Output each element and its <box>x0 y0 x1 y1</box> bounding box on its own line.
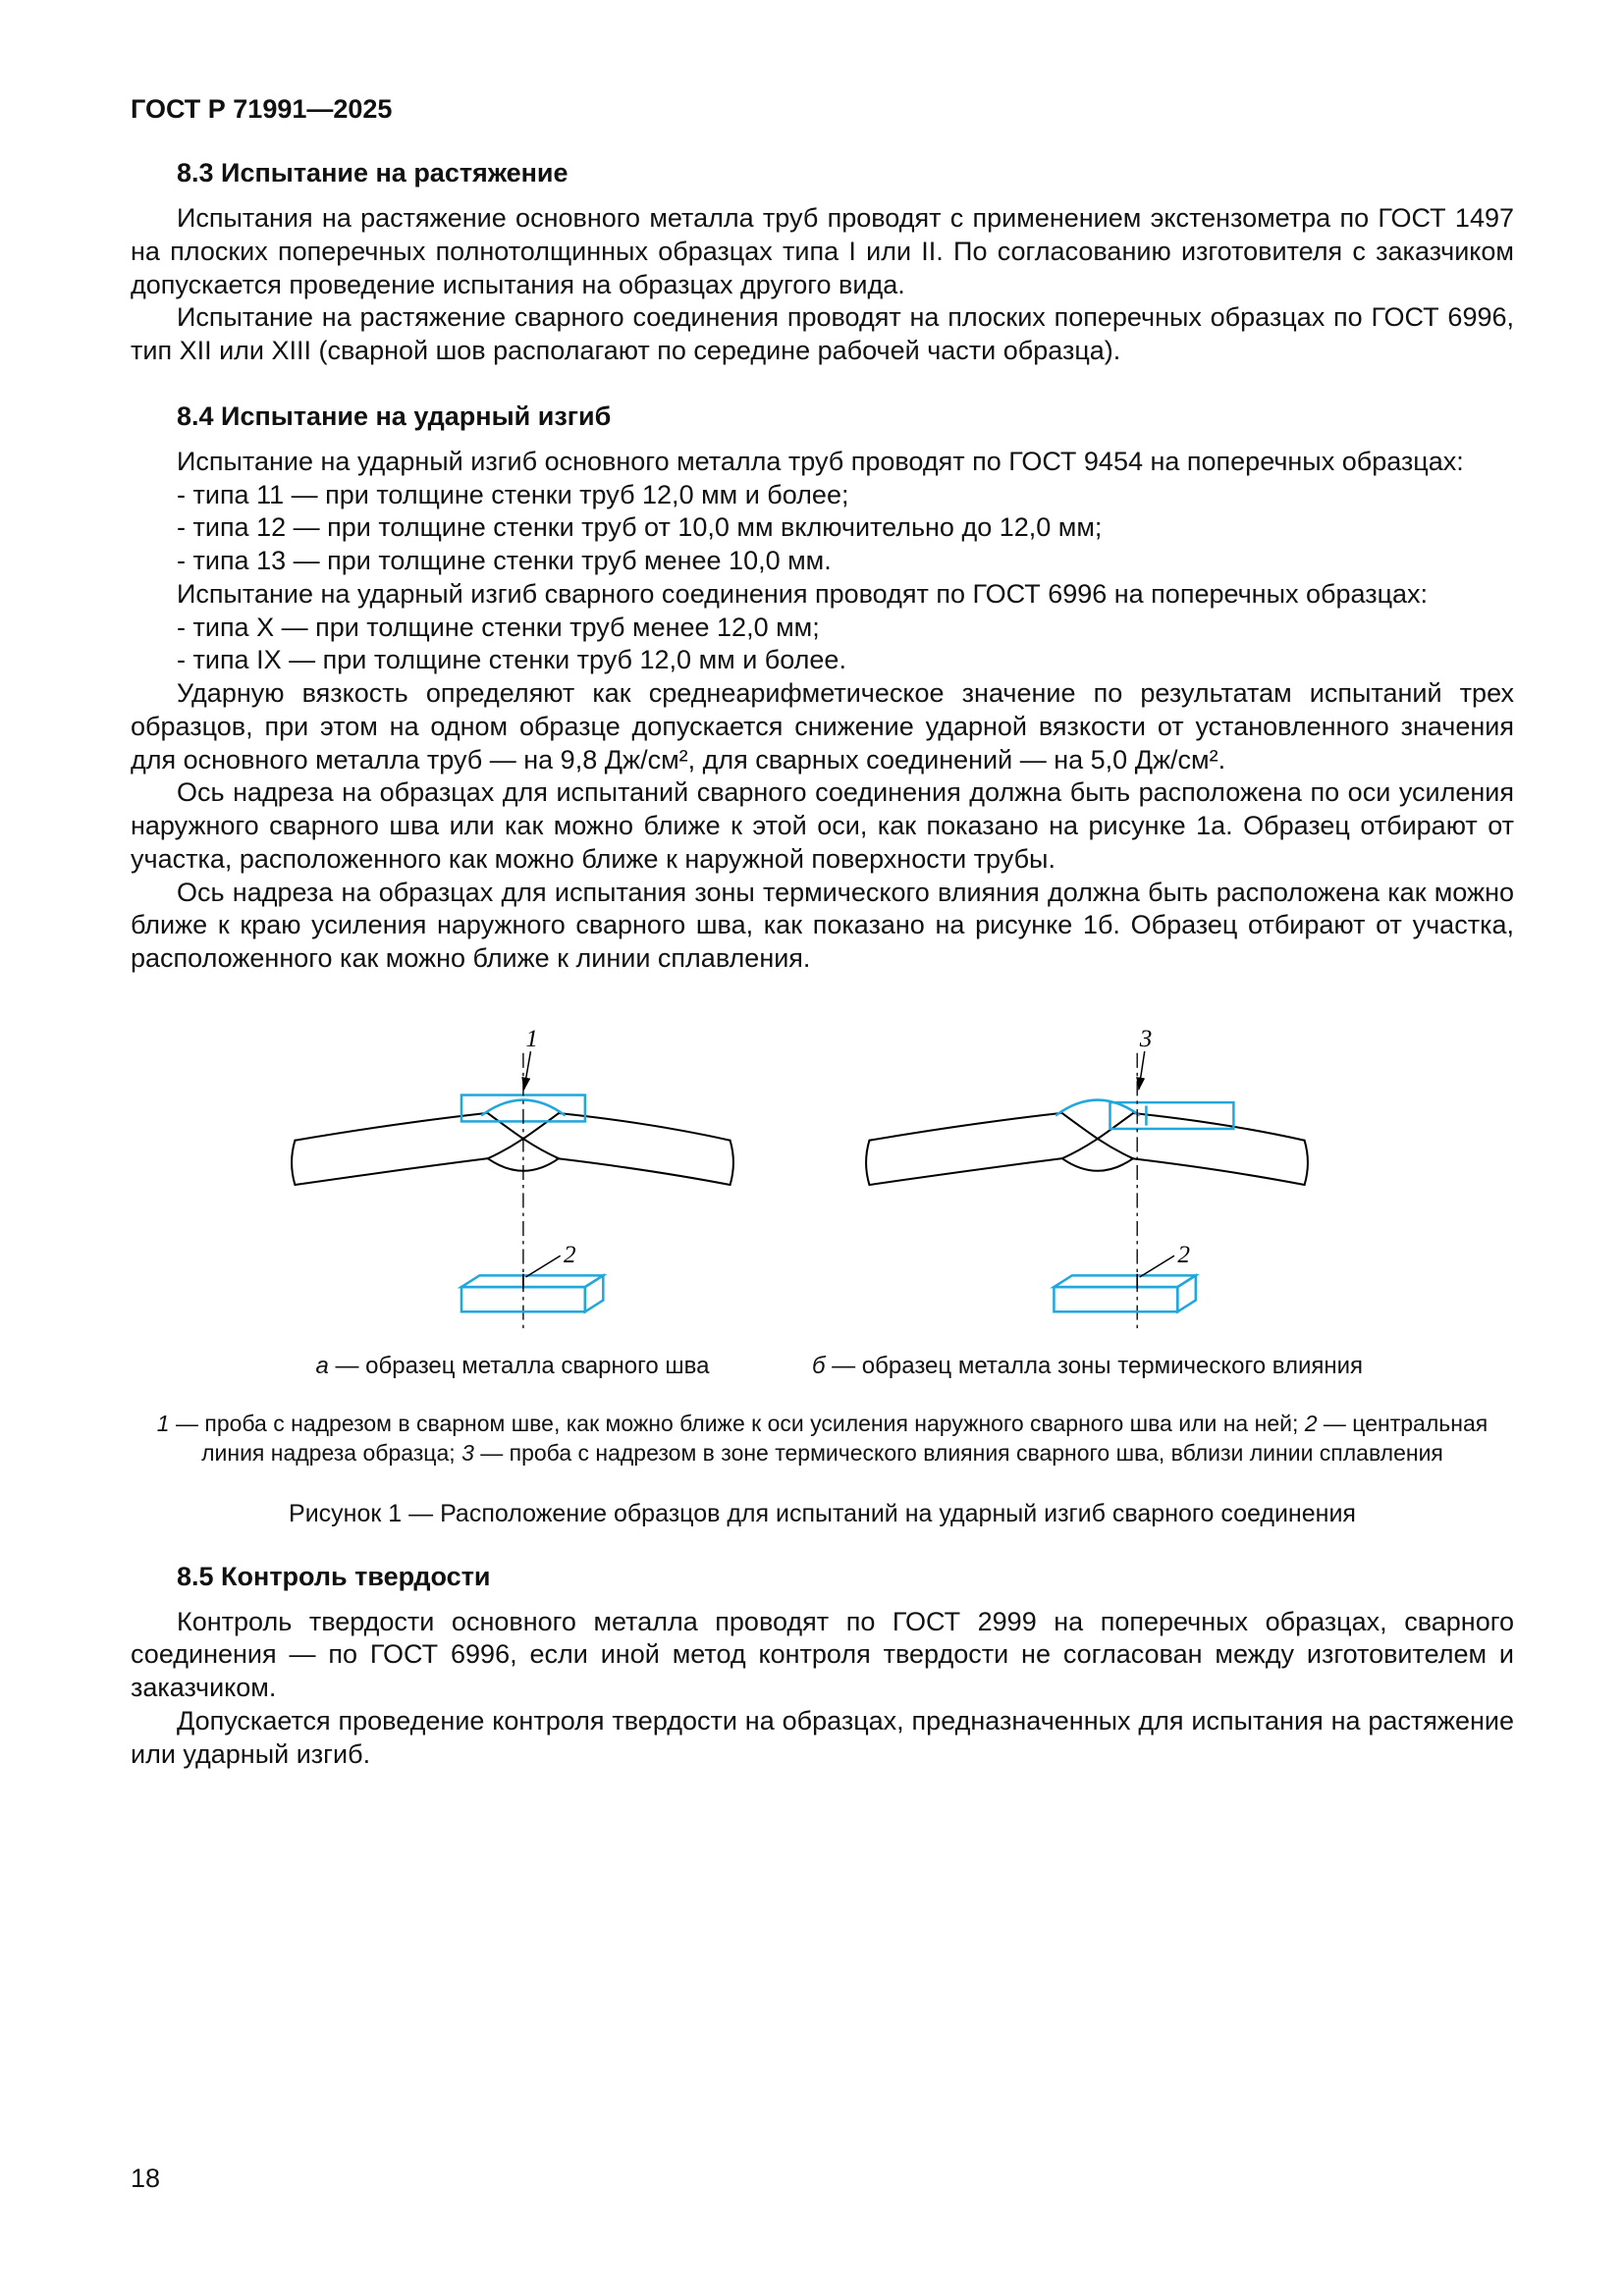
paragraph: Допускается проведение контроля твердости на образцах, предназначенных для испытания на растяжение или ударный изгиб. <box>131 1705 1514 1769</box>
callout-label-2: 2 <box>564 1241 576 1268</box>
figure-caption-b <box>812 1353 1363 1380</box>
caption-b-text: — образец металла зоны термического влияния <box>825 1352 1364 1379</box>
leader-line-2 <box>1140 1255 1174 1277</box>
caption-a-text: — образец металла сварного шва <box>328 1352 710 1379</box>
list-item: - типа 11 — при толщине стенки труб 12,0 мм и более; <box>177 479 849 509</box>
document-code: ГОСТ Р 71991—2025 <box>131 94 393 124</box>
figure-caption-a <box>315 1353 709 1380</box>
figure-drawing-b-block <box>812 1015 1363 1380</box>
paragraph: Испытание на ударный изгиб основного металла труб проводят по ГОСТ 9454 на поперечных образцах: <box>177 446 1464 476</box>
haz-specimen-drawing <box>856 1015 1318 1345</box>
paragraph: Испытание на ударный изгиб сварного соединения проводят по ГОСТ 6996 на поперечных образцах: <box>177 578 1429 609</box>
section-heading-8-5: 8.5 Контроль твердости <box>177 1561 491 1591</box>
figure-legend <box>131 1410 1514 1468</box>
section-heading-8-4: 8.4 Испытание на ударный изгиб <box>177 400 612 431</box>
paragraph: Ось надреза на образцах для испытания зоны термического влияния должна быть расположена как можно ближе к краю усиления наружного сварного шва, как показано на рисунке 1б. Образец отбирают от участка, расположенного как можно ближе к линии сплавления. <box>131 877 1514 973</box>
list-item: - типа 12 — при толщине стенки труб от 10,0 мм включительно до 12,0 мм; <box>177 512 1103 543</box>
weld-specimen-drawing <box>282 1015 743 1345</box>
figure-drawings-row <box>131 1015 1514 1380</box>
legend-num-2: 2 <box>1304 1410 1318 1436</box>
caption-a-letter: а <box>315 1352 329 1379</box>
paragraph: Контроль твердости основного металла проводят по ГОСТ 2999 на поперечных образцах, сварного соединения — по ГОСТ 6996, если иной метод контроля твердости не согласован между изготовителем и заказчиком. <box>131 1606 1514 1703</box>
leader-line-3 <box>1139 1051 1145 1090</box>
legend-num-1: 1 <box>156 1410 170 1436</box>
section-heading-8-3: 8.3 Испытание на растяжение <box>177 158 568 187</box>
legend-text-1: — проба с надрезом в сварном шве, как можно ближе к оси усиления наружного сварного шва или на ней; <box>169 1410 1305 1436</box>
pipe-outline <box>867 1113 1309 1185</box>
paragraph: Испытания на растяжение основного металла труб проводят с применением экстензометра по ГОСТ 1497 на плоских поперечных полнотолщинных образцах типа I или II. По согласованию изготовителя с заказчиком допускается проведение испытания на образцах другого вида. <box>131 203 1514 299</box>
callout-label-3: 3 <box>1140 1025 1153 1052</box>
leader-line-2 <box>525 1255 560 1277</box>
specimen-bar-3d <box>1055 1275 1196 1311</box>
legend-text-2: — центральная линия надреза образца; <box>201 1410 1489 1466</box>
page-number: 18 <box>131 2163 161 2193</box>
list-item: - типа X — при толщине стенки труб менее 12,0 мм; <box>177 612 820 642</box>
pipe-outline <box>292 1113 733 1185</box>
figure-1 <box>131 1015 1514 1528</box>
callout-label-2: 2 <box>1177 1241 1191 1268</box>
specimen-bar-3d <box>461 1275 603 1311</box>
paragraph: Испытание на растяжение сварного соединения проводят на плоских поперечных образцах по ГОСТ 6996, тип XII или XIII (сварной шов располагают по середине рабочей части образца). <box>131 302 1514 365</box>
page-content <box>131 94 1514 1771</box>
legend-text-3: — проба с надрезом в зоне термического влияния сварного шва, вблизи линии сплавления <box>473 1439 1443 1466</box>
list-item: - типа 13 — при толщине стенки труб менее 10,0 мм. <box>177 546 832 575</box>
figure-drawing-a-block <box>282 1015 743 1380</box>
leader-line-1 <box>524 1051 531 1090</box>
caption-b-letter: б <box>811 1352 826 1379</box>
list-item: - типа IX — при толщине стенки труб 12,0 мм и более. <box>177 645 846 675</box>
callout-label-1: 1 <box>525 1025 538 1052</box>
paragraph: Ось надреза на образцах для испытаний сварного соединения должна быть расположена по оси усиления наружного сварного шва или как можно ближе к этой оси, как показано на рисунке 1а. Образец отбирают от участка, расположенного как можно ближе к наружной поверхности трубы. <box>131 777 1514 874</box>
legend-num-3: 3 <box>461 1439 474 1466</box>
paragraph: Ударную вязкость определяют как среднеарифметическое значение по результатам испытаний трех образцов, при этом на одном образце допускается снижение ударной вязкости от установленного значения для основного металла труб — на 9,8 Дж/см², для сварных соединений — на 5,0 Дж/см². <box>131 678 1514 774</box>
figure-title: Рисунок 1 — Расположение образцов для испытаний на ударный изгиб сварного соединения <box>289 1499 1356 1527</box>
